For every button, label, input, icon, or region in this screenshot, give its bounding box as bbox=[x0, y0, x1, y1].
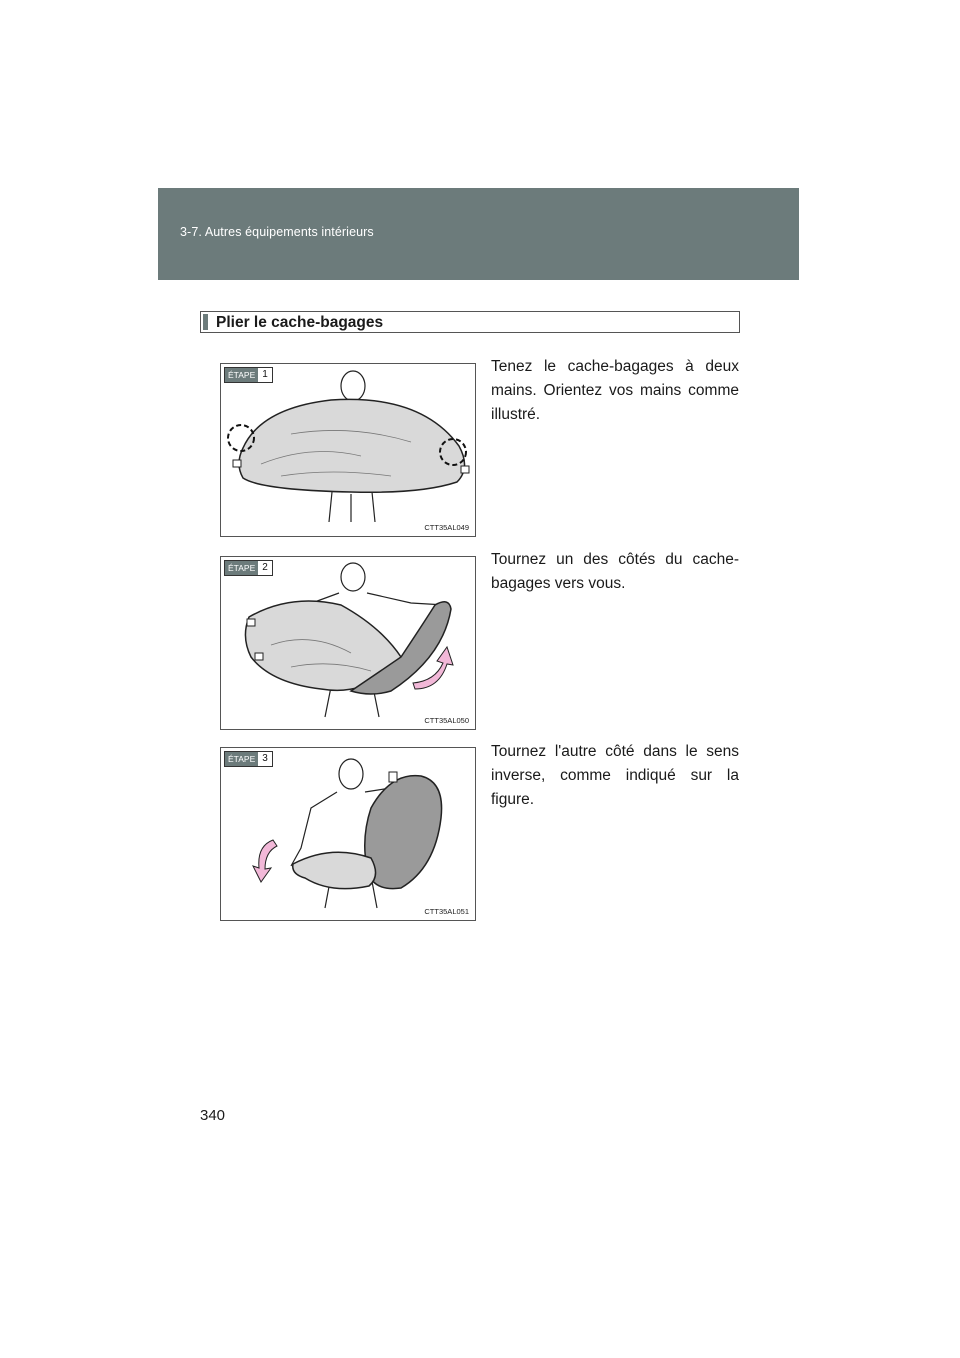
step-2-illustration bbox=[221, 557, 476, 730]
step-2-text: Tournez un des côtés du cache-bagages vers vous. bbox=[491, 551, 739, 592]
figure-code: CTT35AL049 bbox=[424, 523, 469, 532]
step-word: ÉTAPE bbox=[225, 752, 258, 766]
step-word: ÉTAPE bbox=[225, 368, 258, 382]
step-3-figure bbox=[220, 747, 476, 921]
step-word: ÉTAPE bbox=[225, 561, 258, 575]
section-heading-marker bbox=[203, 314, 208, 330]
step-3-text: Tournez l'autre côté dans le sens inverse, comme indiqué sur la figure. bbox=[491, 743, 739, 808]
step-number: 1 bbox=[262, 369, 268, 380]
step-1-badge bbox=[224, 367, 273, 383]
step-2-badge bbox=[224, 560, 273, 576]
step-1-text: Tenez le cache-bagages à deux mains. Orientez vos mains comme illustré. bbox=[491, 358, 739, 423]
chapter-breadcrumb: 3-7. Autres équipements intérieurs bbox=[180, 225, 374, 239]
step-number: 2 bbox=[262, 562, 268, 573]
step-3-illustration bbox=[221, 748, 476, 921]
section-title: Plier le cache-bagages bbox=[216, 314, 384, 331]
page-number: 340 bbox=[200, 1107, 226, 1124]
section-heading bbox=[200, 311, 740, 333]
step-2-figure bbox=[220, 556, 476, 730]
step-3-badge bbox=[224, 751, 273, 767]
figure-code: CTT35AL050 bbox=[424, 716, 469, 725]
chapter-header bbox=[158, 188, 799, 280]
step-1-illustration bbox=[221, 364, 476, 537]
step-number: 3 bbox=[262, 753, 268, 764]
step-1-figure bbox=[220, 363, 476, 537]
figure-code: CTT35AL051 bbox=[424, 907, 469, 916]
